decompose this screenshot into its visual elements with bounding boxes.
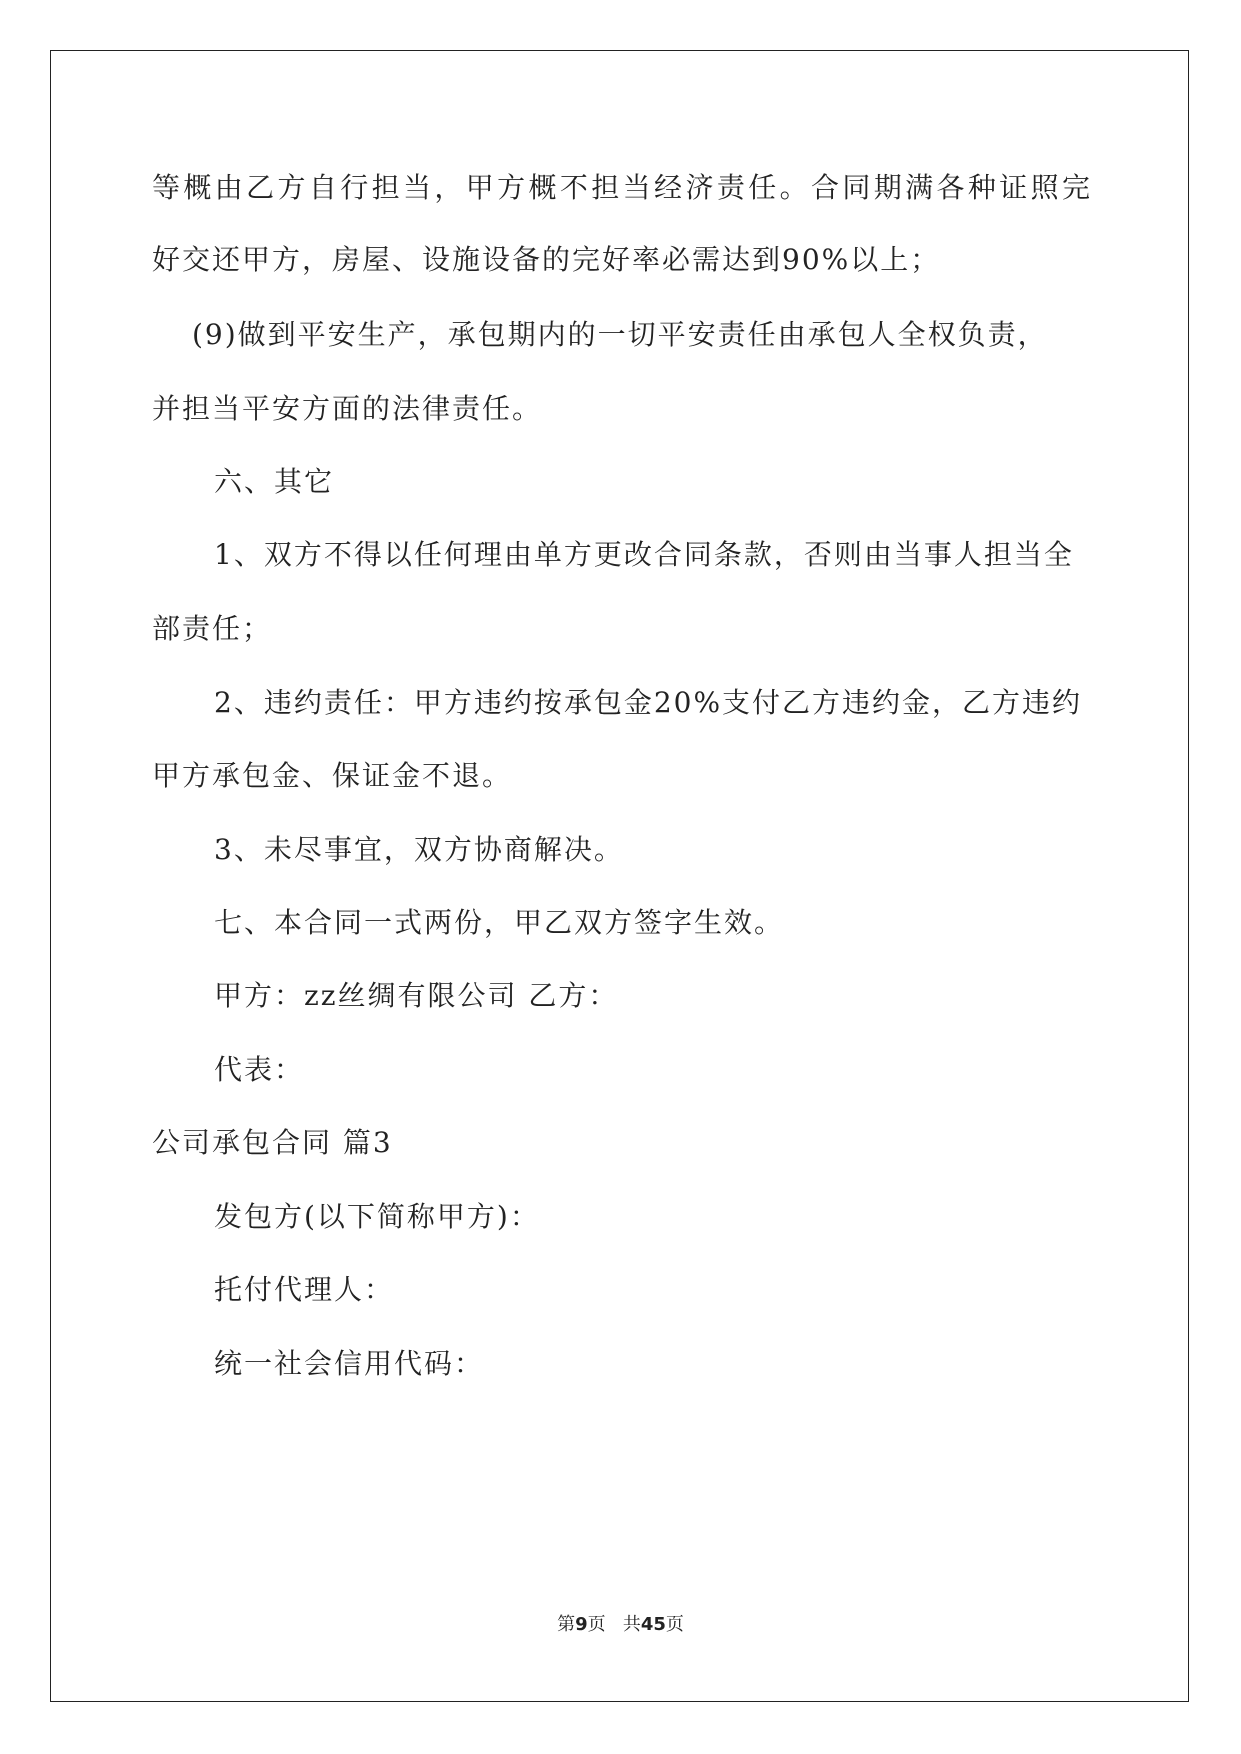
signature-line: 甲方：zz丝绸有限公司 乙方： <box>214 979 619 1012</box>
section-heading: 七、本合同一式两份，甲乙双方签字生效。 <box>214 906 785 939</box>
text-line: 统一社会信用代码： <box>214 1347 485 1380</box>
text-line: 托付代理人： <box>214 1273 395 1306</box>
document-section-title: 公司承包合同 篇3 <box>152 1126 393 1159</box>
total-pages: 45 <box>640 1614 666 1635</box>
text-line: 1、双方不得以任何理由单方更改合同条款，否则由当事人担当全 <box>214 538 1074 571</box>
footer-total-suffix: 页 <box>665 1614 684 1635</box>
text-line: 2、违约责任：甲方违约按承包金20%支付乙方违约金，乙方违约 <box>214 686 1083 719</box>
footer-total-prefix: 共 <box>622 1614 641 1635</box>
text-line: 发包方(以下简称甲方)： <box>214 1200 540 1233</box>
signature-line: 代表： <box>214 1053 305 1086</box>
text-line: 并担当平安方面的法律责任。 <box>152 392 543 425</box>
section-heading: 六、其它 <box>214 465 335 498</box>
page-footer <box>0 1610 1241 1636</box>
footer-page-suffix: 页 <box>587 1614 606 1635</box>
page-number: 9 <box>575 1614 588 1635</box>
text-line: 等概由乙方自行担当，甲方概不担当经济责任。合同期满各种证照完 <box>152 171 1092 204</box>
text-line: 好交还甲方，房屋、设施设备的完好率必需达到90%以上； <box>152 243 941 276</box>
text-line: 3、未尽事宜，双方协商解决。 <box>214 833 624 866</box>
text-line: (9)做到平安生产，承包期内的一切平安责任由承包人全权负责， <box>192 318 1048 351</box>
footer-prefix: 第 <box>557 1614 576 1635</box>
text-line: 甲方承包金、保证金不退。 <box>152 759 513 792</box>
page-border <box>50 50 1189 1702</box>
text-line: 部责任； <box>152 612 273 645</box>
